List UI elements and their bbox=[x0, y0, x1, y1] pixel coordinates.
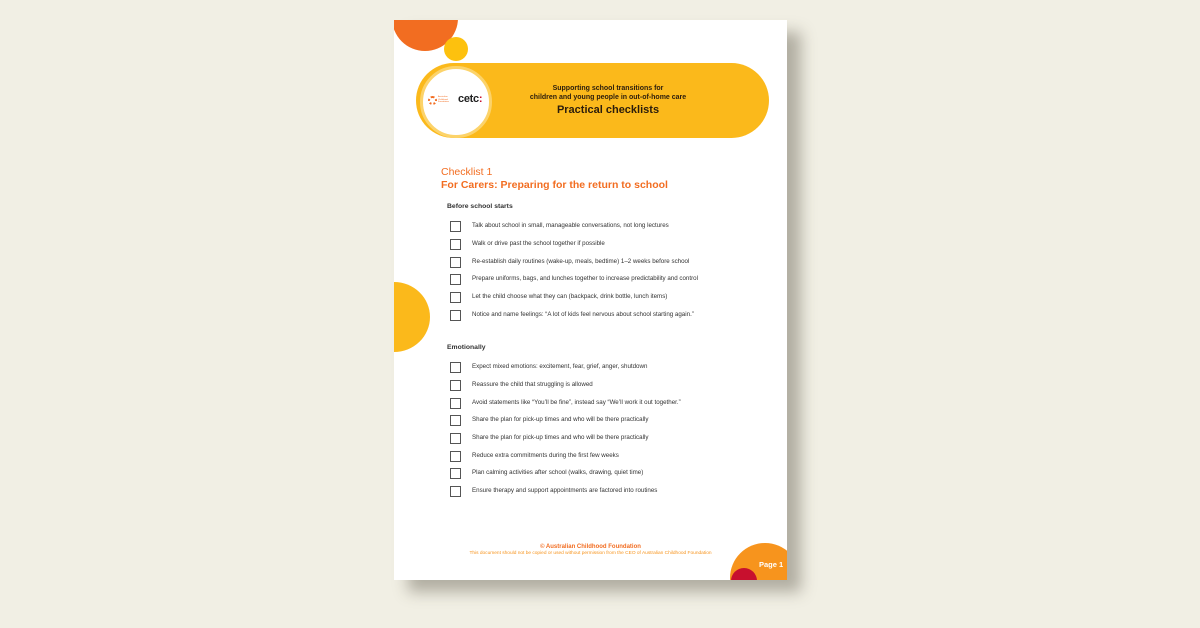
logo-badge bbox=[420, 66, 492, 138]
checklist-item-text: Share the plan for pick-up times and who will be there practically bbox=[472, 416, 649, 423]
header-subtitle-line2: children and young people in out-of-home care bbox=[529, 94, 687, 101]
footer-copyright: © Australian Childhood Foundation bbox=[540, 544, 641, 550]
checklist-item-text: Notice and name feelings: “A lot of kids feel nervous about school starting again.” bbox=[472, 311, 694, 318]
checkbox[interactable] bbox=[450, 257, 461, 268]
decorative-yellow-circle bbox=[444, 37, 468, 61]
cetc-logo bbox=[458, 93, 482, 105]
checklist-item-text: Walk or drive past the school together if possible bbox=[472, 240, 605, 247]
checklist-item-text: Reassure the child that struggling is allowed bbox=[472, 381, 593, 388]
header-text bbox=[495, 84, 721, 116]
checkbox[interactable] bbox=[450, 486, 461, 497]
checklist-item-text: Ensure therapy and support appointments are factored into routines bbox=[472, 487, 658, 494]
checkbox[interactable] bbox=[450, 433, 461, 444]
checklist-item-text: Expect mixed emotions: excitement, fear, grief, anger, shutdown bbox=[472, 363, 648, 370]
checkbox[interactable] bbox=[450, 274, 461, 285]
checklist-item-text: Share the plan for pick-up times and who will be there practically bbox=[472, 434, 649, 441]
checkbox[interactable] bbox=[450, 398, 461, 409]
checklist-item-text: Let the child choose what they can (backpack, drink bottle, lunch items) bbox=[472, 293, 668, 300]
cetc-logo-mark: : bbox=[478, 93, 483, 105]
header-subtitle-line1: Supporting school transitions for bbox=[552, 85, 664, 92]
page-number: Page 1 bbox=[759, 560, 784, 569]
footer-note: This document should not be copied or used without permission from the CEO of Australian Childhood Foundation bbox=[469, 551, 712, 556]
checklist-item-text: Avoid statements like “You’ll be fine”, instead say “We’ll work it out together.” bbox=[472, 399, 681, 406]
checkbox[interactable] bbox=[450, 310, 461, 321]
checkbox[interactable] bbox=[450, 468, 461, 479]
checklist-item-text: Prepare uniforms, bags, and lunches together to increase predictability and control bbox=[472, 275, 698, 282]
page-footer bbox=[394, 544, 787, 556]
checkbox[interactable] bbox=[450, 451, 461, 462]
checklist-item-text: Re-establish daily routines (wake-up, meals, bedtime) 1–2 weeks before school bbox=[472, 258, 690, 265]
sun-icon bbox=[428, 96, 437, 105]
acf-logo bbox=[428, 95, 449, 107]
checkbox[interactable] bbox=[450, 292, 461, 303]
acf-logo-text: Australian Childhood Foundation bbox=[438, 96, 449, 104]
section-heading-emotionally: Emotionally bbox=[447, 344, 486, 351]
cetc-logo-text: cetc bbox=[458, 93, 479, 105]
section-heading-before-school: Before school starts bbox=[447, 203, 513, 210]
checkbox[interactable] bbox=[450, 221, 461, 232]
document-page bbox=[394, 20, 787, 580]
checkbox[interactable] bbox=[450, 362, 461, 373]
checklist-item-text: Reduce extra commitments during the first few weeks bbox=[472, 452, 619, 459]
checklist-number: Checklist 1 bbox=[441, 166, 493, 178]
checkbox[interactable] bbox=[450, 380, 461, 391]
checklist-item-text: Plan calming activities after school (walks, drawing, quiet time) bbox=[472, 469, 644, 476]
checkbox[interactable] bbox=[450, 415, 461, 426]
checkbox[interactable] bbox=[450, 239, 461, 250]
decorative-side-circle bbox=[394, 282, 430, 352]
checklist-item-text: Talk about school in small, manageable conversations, not long lectures bbox=[472, 222, 669, 229]
header-title: Practical checklists bbox=[556, 104, 660, 116]
checklist-title: For Carers: Preparing for the return to school bbox=[441, 179, 668, 191]
